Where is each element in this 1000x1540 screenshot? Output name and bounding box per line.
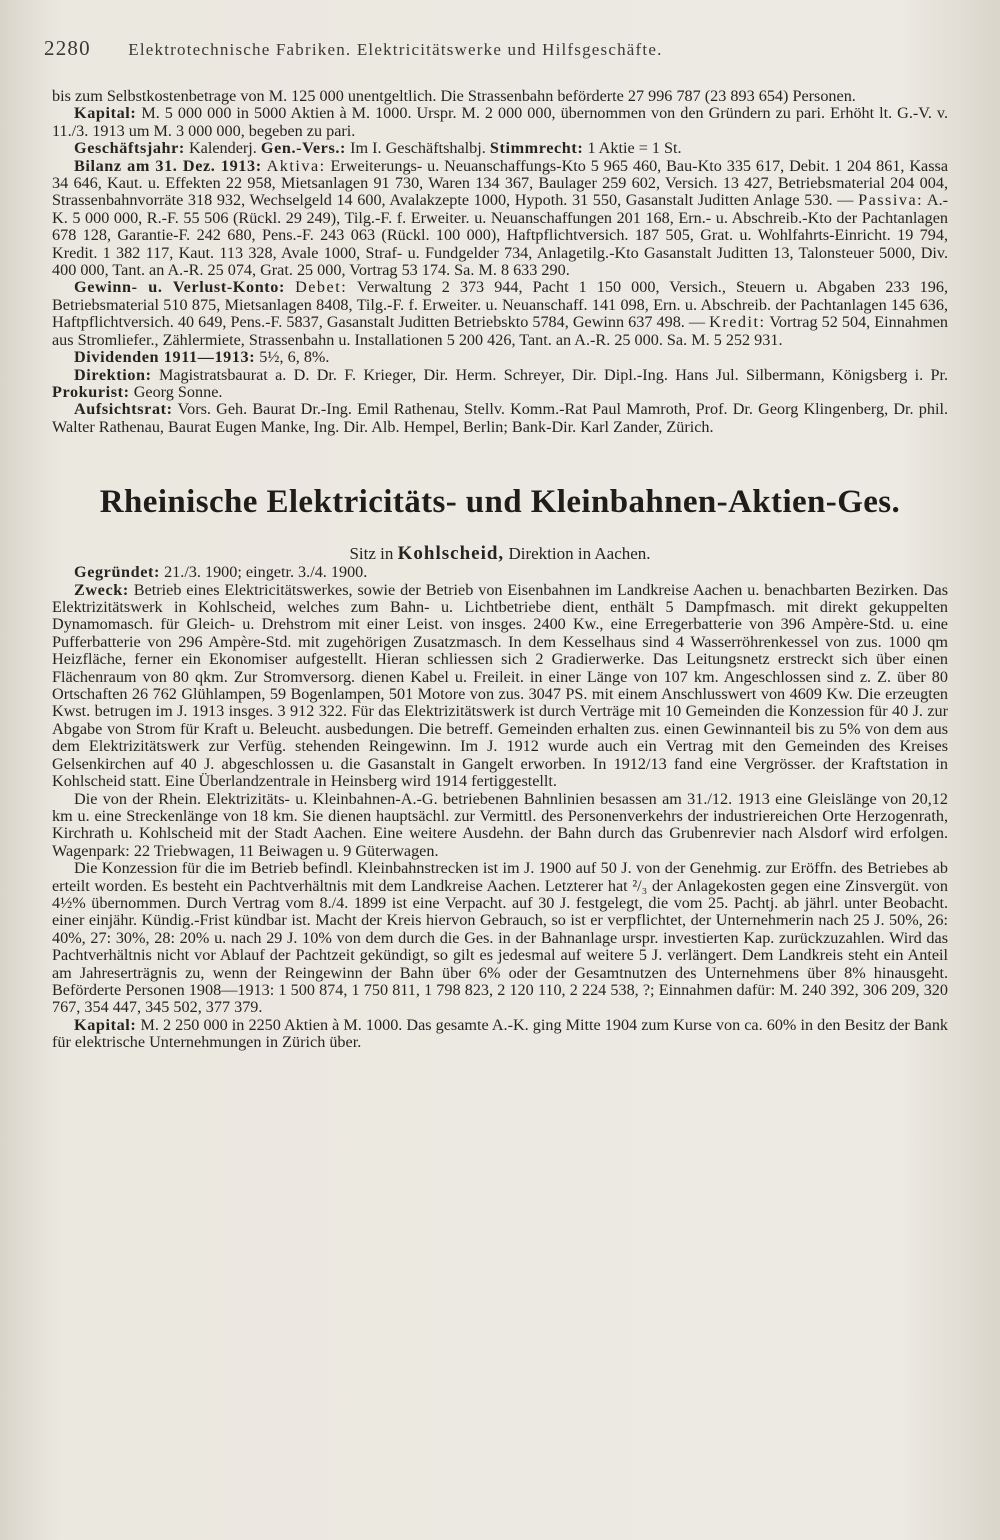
direktion-label: Direktion: xyxy=(74,365,152,384)
guv-label: Gewinn- u. Verlust-Konto: xyxy=(74,278,285,297)
guv-paragraph xyxy=(52,279,948,349)
prokurist-label: Prokurist: xyxy=(52,382,130,401)
zweck-paragraph xyxy=(52,582,948,791)
prokurist-text: Georg Sonne. xyxy=(133,382,223,401)
stimmrecht-label: Stimmrecht: xyxy=(489,139,584,158)
passiva-label: Passiva: xyxy=(858,191,924,210)
debet-label: Debet: xyxy=(295,278,348,297)
company-seat xyxy=(52,544,948,564)
geschaeftsjahr-paragraph xyxy=(52,140,948,157)
dividenden-paragraph xyxy=(52,349,948,366)
kapital2-text: M. 2 250 000 in 2250 Aktien à M. 1000. Das gesamte A.-K. ging Mitte 1904 zum Kurse von ca. 60% in den Besitz der Bank für elektrische Unternehmungen in Zürich über. xyxy=(52,1015,949,1052)
dividenden-label: Dividenden 1911—1913: xyxy=(74,348,256,367)
zweck-label: Zweck: xyxy=(74,580,129,599)
running-title: Elektrotechnische Fabriken. Elektricitätswerke und Hilfsgeschäfte. xyxy=(128,40,663,59)
seat-suffix: Direktion in Aachen. xyxy=(508,544,651,564)
kapital-paragraph xyxy=(52,105,948,140)
kredit-text: Vortrag 52 504, Einnahmen aus Stromliefer., Zählermiete, Strassenbahn u. Installationen 5 200 426, Tant. an A.-R. 25 000. Sa. M. 5 252 931. xyxy=(52,313,948,349)
intro-paragraph: bis zum Selbstkostenbetrage von M. 125 000 unentgeltlich. Die Strassenbahn beförderte 27 996 787 (23 893 654) Personen. xyxy=(52,87,856,105)
genvers-label: Gen.-Vers.: xyxy=(260,139,347,158)
konzession-paragraph: Die Konzession für die im Betrieb befindl. Kleinbahnstrecken ist im J. 1900 auf 50 J. von der Genehmig. zur Eröffn. des Betriebes ab erteilt worden. Es besteht ein Pachtverhältnis mit dem Landkreise Aachen. Letzterer hat ²/₃ der Anlagekosten gegen eine Zinsvergüt. von 4½% übernommen. Durch Vertrag vom 8./4. 1899 ist eine Verpacht. auf 30 J. festgelegt, die vom 25. Pachtj. ab jährl. unter Beobacht. einer einjähr. Kündig.-Frist kündbar ist. Macht der Kreis hiervon Gebrauch, so ist er verpflichtet, der Unternehmerin nach 25 J. 50%, 26: 40%, 27: 30%, 28: 20% u. nach 29 J. 10% von dem durch die Ges. in der Bahnanlage urspr. investierten Kap. zurückzuzahlen. Wird das Pachtverhältnis nicht vor Ablauf der Pachtzeit gekündigt, so gilt es jedesmal auf weitere 5 J. verlängert. Dem Landkreis steht ein Anteil am Jahreserträgnis zu, wenn der Reingewinn der Bahn über 6% oder der Gesamtnutzen des Unternehmens über 8% hinausgeht. Beförderte Personen 1908—1913: 1 500 874, 1 750 811, 1 798 823, 2 120 110, 2 224 538, ?; Einnahmen dafür: M. 240 392, 306 209, 320 767, 354 447, 345 502, 377 379. xyxy=(52,859,948,1017)
geschaeftsjahr-text: Kalenderj. xyxy=(188,139,257,158)
page-body xyxy=(52,88,948,1052)
kredit-label: Kredit: xyxy=(709,313,766,332)
bahnlinien-paragraph: Die von der Rhein. Elektrizitäts- u. Kleinbahnen-A.-G. betriebenen Bahnlinien besassen am 31./12. 1913 eine Gleislänge von 20,12 km u. eine Streckenlänge von 18 km. Sie dienen hauptsächl. zur Vermittl. des Personenverkehrs der industriereichen Orte Herzogenrath, Kirchrath u. Kohlscheid mit der Stadt Aachen. Eine weitere Ausdehn. der Bahn durch das Grubenrevier nach Alsdorf wird erfolgen. Wagenpark: 22 Triebwagen, 11 Beiwagen u. 9 Güterwagen. xyxy=(52,789,948,860)
seat-prefix: Sitz in xyxy=(349,544,394,564)
passiva-text: A.-K. 5 000 000, R.-F. 55 506 (Rückl. 29 249), Tilg.-F. f. Erweiter. u. Neuanschaffungen 201 168, Ern.- u. Abschreib.-Kto der Pachtanlagen 678 128, Garantie-F. 242 680, Pens.-F. 243 063 (Rückl. 100 000), Haftpflichtversich. 187 505, Grat. u. Wohlfahrts-Einricht. 19 794, Kredit. 1 382 117, Kaut. 113 328, Avale 1000, Straf- u. Fundgelder 734, Anlagetilg.-Kto Gasanstalt Juditten 13, Talonsteuer 5000, Div. 400 000, Tant. an A.-R. 25 074, Grat. 25 000, Vortrag 53 174. Sa. M. 8 633 290. xyxy=(52,191,949,280)
genvers-text: Im I. Geschäftshalbj. xyxy=(350,139,486,158)
direktion-paragraph xyxy=(52,367,948,402)
kapital2-paragraph xyxy=(52,1017,948,1052)
seat-place: Kohlscheid, xyxy=(397,543,505,565)
debet-text: Verwaltung 2 373 944, Pacht 1 150 000, Versich., Steuern u. Abgaben 233 196, Betriebsmaterial 510 875, Mietsanlagen 8408, Tilg.-F. f. Erweiter. u. Neuanschaff. 141 098, Ern. u. Abschreib. der Pachtanlagen 145 636, Haftpflichtversich. 40 649, Pens.-F. 5837, Gasanstalt Juditten Betriebskto 5784, Gewinn 637 498. — xyxy=(52,278,948,332)
aktiva-label: Aktiva: xyxy=(266,156,326,175)
running-header xyxy=(44,36,944,61)
stimmrecht-text: 1 Aktie = 1 St. xyxy=(587,139,682,158)
aufsichtsrat-text: Vors. Geh. Baurat Dr.-Ing. Emil Rathenau, Stellv. Komm.-Rat Paul Mamroth, Prof. Dr. Georg Klingenberg, Dr. phil. Walter Rathenau, Baurat Eugen Manke, Ing. Dir. Alb. Hempel, Berlin; Bank-Dir. Karl Zander, Zürich. xyxy=(52,400,948,436)
bilanz-label: Bilanz am 31. Dez. 1913: xyxy=(74,156,262,175)
aufsichtsrat-label: Aufsichtsrat: xyxy=(74,400,173,419)
kapital-text: M. 5 000 000 in 5000 Aktien à M. 1000. Urspr. M. 2 000 000, übernommen von den Gründern zu pari. Erhöht lt. G.-V. v. 11./3. 1913 um M. 3 000 000, begeben zu pari. xyxy=(52,104,948,140)
kapital-label: Kapital: xyxy=(74,104,137,123)
zweck-text: Betrieb eines Elektricitätswerkes, sowie der Betrieb von Eisenbahnen im Landkreise Aachen u. benachbarten Bezirken. Das Elektrizitätswerk in Kohlscheid, welches zum Bahn- u. Lichtbetriebe dient, enthält 5 Dampfmasch. mit direkt gekuppelten Dynamomasch. für Gleich- u. Drehstrom mit einer Leist. von insges. 2400 Kw., eine Erregerbatterie von 396 Ampère-Std. u. eine Pufferbatterie von 296 Ampère-Std. mit zugehörigen Zusatzmasch. In dem Kesselhaus sind 4 Wasserröhrenkessel von zus. 1000 qm Heizfläche, ferner ein Ekonomiser aufgestellt. Hieran schliessen sich 2 Gradierwerke. Das Leitungsnetz erstreckt sich über einen Flächenraum von 80 qkm. Zur Stromversorg. dienen Kabel u. Freileit. in einer Länge von 107 km. Angeschlossen sind z. Z. über 80 Ortschaften 26 762 Glühlampen, 59 Bogenlampen, 501 Motore von zus. 3047 PS. mit einem Anschlusswert von 4609 Kw. Die erzeugten Kwst. betrugen im J. 1913 insges. 3 912 322. Für das Elektrizitätswerk ist durch Verträge mit 10 Gemeinden die Konzession für 40 J. zur Abgabe von Strom für Kraft u. Beleucht. ausbedungen. Die betreff. Gemeinden erhalten zus. einen Gewinnanteil bis zu 5% von dem aus dem Elektrizitätswerk zur Verfüg. stehenden Reingewinn. Im J. 1912 wurde auch ein Vertrag mit den Gemeinden des Kreises Gelsenkirchen auf 40 J. abgeschlossen u. die Gasanstalt in Gangelt erworben. In 1912/13 fand eine Vergrösser. der Kraftstation in Kohlscheid statt. Eine Überlandzentrale in Heinsberg wird 1914 fertiggestellt. xyxy=(52,580,949,791)
gegruendet-label: Gegründet: xyxy=(74,563,161,582)
gegruendet-paragraph xyxy=(52,564,948,581)
aufsichtsrat-paragraph xyxy=(52,401,948,436)
kapital2-label: Kapital: xyxy=(74,1015,137,1034)
bilanz-paragraph xyxy=(52,158,948,280)
gegruendet-text: 21./3. 1900; eingetr. 3./4. 1900. xyxy=(164,563,368,582)
direktion-text: Magistratsbaurat a. D. Dr. F. Krieger, Dir. Herm. Schreyer, Dir. Dipl.-Ing. Hans Jul. Silbermann, Königsberg i. Pr. xyxy=(158,365,948,384)
page-number: 2280 xyxy=(44,36,91,60)
company-title: Rheinische Elektricitäts- und Kleinbahnen-Aktien-Ges. xyxy=(99,484,901,521)
dividenden-text: 5½, 6, 8%. xyxy=(259,348,330,367)
geschaeftsjahr-label: Geschäftsjahr: xyxy=(74,139,185,158)
aktiva-text: Erweiterungs- u. Neuanschaffungs-Kto 5 965 460, Bau-Kto 335 617, Debit. 1 204 861, Kassa 34 646, Kaut. u. Effekten 22 958, Mietsanlagen 91 730, Waren 134 367, Baulager 259 602, Versich. 13 427, Betriebsmaterial 204 004, Strassenbahnvorräte 318 932, Wechselgeld 14 600, Avalakzepte 1000, Hypoth. 31 550, Gasanstalt Juditten Anlage 530. — xyxy=(52,156,948,210)
